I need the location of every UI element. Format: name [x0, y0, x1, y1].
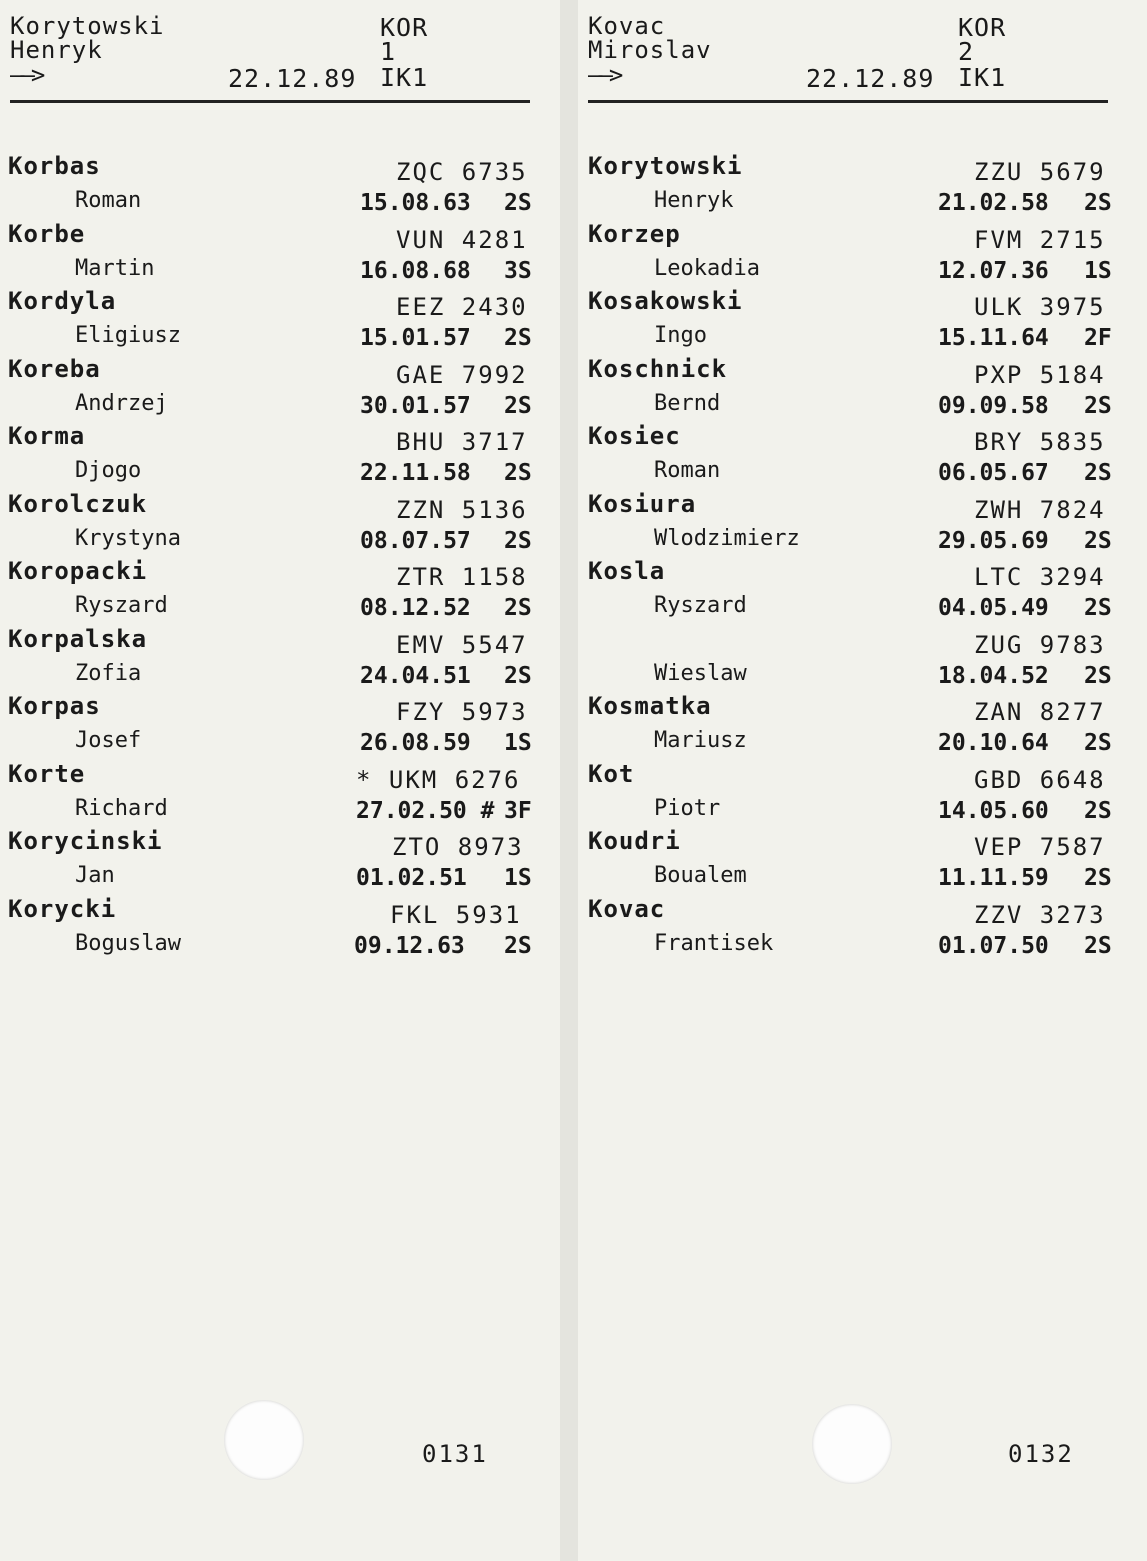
entry-class: 2S: [1084, 797, 1112, 824]
header-surname: Kovac: [588, 12, 666, 40]
entry-date: 26.08.59: [360, 730, 471, 756]
entry-code: ULK 3975: [974, 293, 1106, 321]
entry-date: 09.12.63: [354, 932, 465, 959]
entry-class: 2S: [1084, 662, 1112, 689]
list-item: [0, 557, 560, 625]
entry-date: 20.10.64: [938, 730, 1049, 756]
entry-surname: Koropacki: [8, 557, 148, 585]
header-firstname: Miroslav: [588, 36, 712, 64]
entry-date: 06.05.67: [938, 460, 1049, 486]
list-item: [578, 220, 1147, 288]
entry-date: 15.08.63: [360, 190, 471, 216]
entry-surname: Kosmatka: [588, 692, 712, 720]
entry-class: 2S: [1084, 932, 1112, 959]
entry-firstname: Zofia: [75, 660, 142, 686]
entry-firstname: Krystyna: [75, 525, 181, 551]
entry-surname: Korzep: [588, 219, 681, 248]
entry-date: 16.08.68: [360, 257, 471, 284]
entry-code: BRY 5835: [974, 428, 1106, 456]
list-item: [0, 692, 560, 760]
entry-firstname: Josef: [75, 728, 142, 753]
entry-code: VEP 7587: [974, 833, 1106, 861]
entry-firstname: Ryszard: [654, 593, 747, 618]
entry-firstname: Roman: [654, 458, 721, 483]
entry-class: 2S: [504, 932, 532, 959]
entry-class: 2F: [1084, 325, 1112, 351]
entry-surname: Korycinski: [8, 827, 163, 855]
entry-firstname: Henryk: [654, 188, 734, 213]
entry-code: ZZU 5679: [974, 158, 1106, 186]
entry-code: GBD 6648: [974, 765, 1106, 794]
entry-class: 2S: [1084, 595, 1112, 621]
header-firstname: Henryk: [10, 36, 103, 64]
header-ik: IK1: [380, 63, 429, 92]
entry-surname: Korma: [8, 422, 86, 450]
header-number: 2: [958, 37, 975, 66]
entry-date: 01.07.50: [938, 932, 1049, 959]
entry-list: [0, 152, 560, 962]
entry-class: 2S: [504, 190, 532, 216]
entry-code: ZTR 1158: [396, 563, 528, 591]
header-code: KOR: [958, 13, 1007, 42]
entry-firstname: Martin: [75, 255, 155, 281]
entry-class: 2S: [1084, 730, 1112, 756]
entry-firstname: Andrzej: [75, 390, 168, 416]
card-number: 0131: [422, 1440, 488, 1468]
list-item: [0, 490, 560, 558]
entry-firstname: Piotr: [654, 795, 721, 821]
entry-code: EMV 5547: [396, 630, 528, 659]
entry-surname: Korytowski: [588, 152, 743, 180]
entry-firstname: Jan: [75, 863, 115, 888]
header-date: 22.12.89: [228, 64, 357, 93]
entry-firstname: Roman: [75, 188, 142, 213]
entry-code: PXP 5184: [974, 360, 1106, 389]
entry-code: LTC 3294: [974, 563, 1106, 591]
list-item: [0, 422, 560, 490]
entry-code: EEZ 2430: [396, 293, 528, 321]
entry-firstname: Eligiusz: [75, 323, 181, 348]
list-item: [578, 692, 1147, 760]
list-item: [578, 355, 1147, 423]
entry-firstname: Ingo: [654, 323, 707, 348]
entry-class: 2S: [504, 595, 532, 621]
header-rule: [10, 100, 530, 103]
entry-surname: Korte: [8, 759, 86, 788]
entry-firstname: Leokadia: [654, 255, 760, 281]
punch-hole: [224, 1400, 304, 1480]
header-date: 22.12.89: [806, 64, 935, 93]
entry-surname: Korolczuk: [8, 489, 148, 518]
list-item: [0, 827, 560, 895]
entry-code: ZWH 7824: [974, 495, 1106, 524]
entry-surname: Kosiec: [588, 422, 681, 450]
list-item: [0, 220, 560, 288]
entry-surname: Korbas: [8, 152, 101, 180]
entry-surname: Kosiura: [588, 489, 697, 518]
entry-code: * UKM 6276: [356, 765, 521, 794]
entry-date: 11.11.59: [938, 865, 1049, 891]
entry-firstname: Bernd: [654, 390, 721, 416]
entry-code: ZQC 6735: [396, 158, 528, 186]
list-item: [578, 895, 1147, 963]
entry-date: 15.11.64: [938, 325, 1049, 351]
entry-date: 01.02.51: [356, 865, 467, 891]
entry-code: GAE 7992: [396, 360, 528, 389]
entry-surname: Kosakowski: [588, 287, 743, 315]
entry-date: 22.11.58: [360, 460, 471, 486]
entry-date: 14.05.60: [938, 797, 1049, 824]
card-header: [10, 10, 530, 92]
entry-code: FKL 5931: [390, 900, 522, 929]
entry-firstname: Mariusz: [654, 728, 747, 753]
entry-date: 08.07.57: [360, 527, 471, 554]
entry-firstname: Wlodzimierz: [654, 525, 800, 551]
list-item: [0, 760, 560, 828]
entry-surname: Korpas: [8, 692, 101, 720]
entry-class: 3S: [504, 257, 532, 284]
entry-firstname: Djogo: [75, 458, 142, 483]
entry-class: 2S: [1084, 190, 1112, 216]
entry-code: VUN 4281: [396, 225, 528, 254]
entry-surname: Koschnick: [588, 354, 728, 383]
entry-date: 09.09.58: [938, 392, 1049, 419]
entry-class: 2S: [1084, 865, 1112, 891]
entry-code: FVM 2715: [974, 225, 1106, 254]
entry-date: 18.04.52: [938, 662, 1049, 689]
entry-firstname: Ryszard: [75, 593, 168, 618]
list-item: [0, 287, 560, 355]
entry-firstname: Richard: [75, 795, 168, 821]
entry-class: 1S: [1084, 257, 1112, 284]
list-item: [578, 760, 1147, 828]
entry-class: 1S: [504, 865, 532, 891]
entry-class: 1S: [504, 730, 532, 756]
entry-class: 3F: [504, 797, 532, 824]
punch-hole: [812, 1404, 892, 1484]
entry-surname: Korpalska: [8, 624, 148, 653]
list-item: [578, 827, 1147, 895]
entry-firstname: Frantisek: [654, 930, 774, 956]
index-card-left: [0, 0, 560, 1561]
entry-surname: Kordyla: [8, 287, 117, 315]
entry-date: 15.01.57: [360, 325, 471, 351]
entry-date: 04.05.49: [938, 595, 1049, 621]
entry-class: 2S: [1084, 460, 1112, 486]
entry-surname: Kot: [588, 759, 635, 788]
entry-class: 2S: [504, 527, 532, 554]
entry-code: ZTO 8973: [392, 833, 524, 861]
list-item: [0, 895, 560, 963]
entry-class: 2S: [1084, 527, 1112, 554]
list-item: [578, 557, 1147, 625]
entry-date: 08.12.52: [360, 595, 471, 621]
entry-firstname: Wieslaw: [654, 660, 747, 686]
header-number: 1: [380, 37, 397, 66]
entry-class: 2S: [504, 325, 532, 351]
entry-list: [578, 152, 1147, 962]
entry-code: ZZV 3273: [974, 900, 1106, 929]
entry-date: 24.04.51: [360, 662, 471, 689]
entry-surname: Kovac: [588, 894, 666, 923]
entry-surname: Koudri: [588, 827, 681, 855]
index-card-right: [578, 0, 1147, 1561]
entry-date: 21.02.58: [938, 190, 1049, 216]
card-gap: [560, 0, 578, 1561]
header-surname: Korytowski: [10, 12, 165, 40]
entry-code: ZAN 8277: [974, 698, 1106, 726]
list-item: [578, 625, 1147, 693]
entry-code: ZUG 9783: [974, 630, 1106, 659]
entry-code: ZZN 5136: [396, 495, 528, 524]
list-item: [578, 152, 1147, 220]
list-item: [0, 625, 560, 693]
entry-surname: Kosla: [588, 557, 666, 585]
entry-date: 12.07.36: [938, 257, 1049, 284]
list-item: [0, 152, 560, 220]
entry-code: FZY 5973: [396, 698, 528, 726]
entry-firstname: Boguslaw: [75, 930, 181, 956]
header-code: KOR: [380, 13, 429, 42]
entry-class: 2S: [504, 662, 532, 689]
card-header: [588, 10, 1117, 92]
header-rule: [588, 100, 1108, 103]
entry-class: 2S: [1084, 392, 1112, 419]
entry-surname: Korbe: [8, 219, 86, 248]
entry-date: 30.01.57: [360, 392, 471, 419]
list-item: [578, 422, 1147, 490]
arrow-icon: ——>: [10, 61, 42, 89]
entry-surname: Koreba: [8, 354, 101, 383]
entry-code: BHU 3717: [396, 428, 528, 456]
arrow-icon: ——>: [588, 61, 620, 89]
list-item: [578, 490, 1147, 558]
card-number: 0132: [1008, 1440, 1074, 1468]
entry-surname: Korycki: [8, 894, 117, 923]
list-item: [578, 287, 1147, 355]
entry-class: 2S: [504, 392, 532, 419]
entry-date: 29.05.69: [938, 527, 1049, 554]
list-item: [0, 355, 560, 423]
entry-class: 2S: [504, 460, 532, 486]
header-ik: IK1: [958, 63, 1007, 92]
entry-firstname: Boualem: [654, 863, 747, 888]
entry-date: 27.02.50 #: [356, 797, 495, 824]
